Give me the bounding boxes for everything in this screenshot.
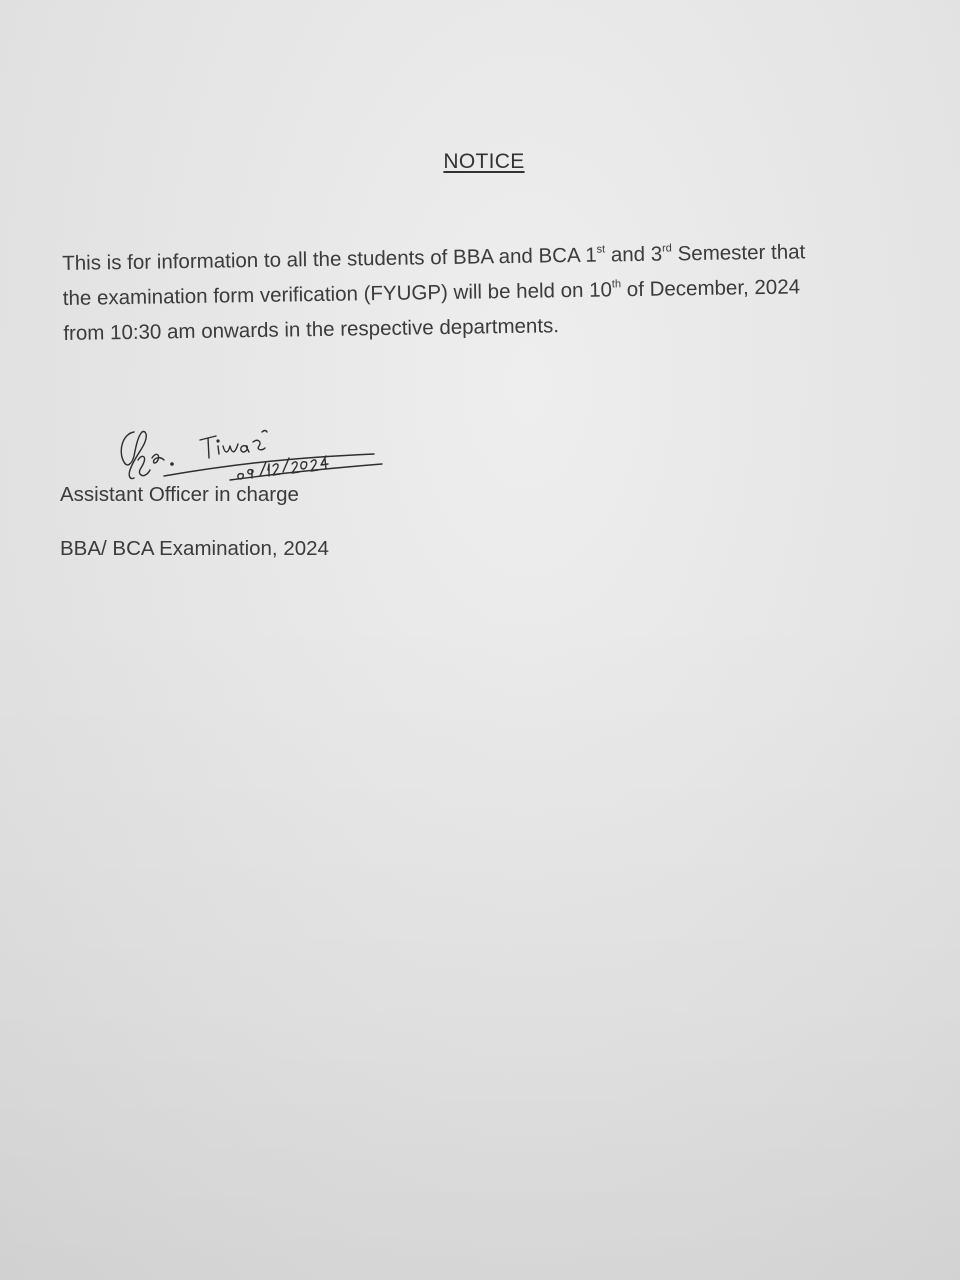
paper-shading (0, 600, 960, 1280)
signatory-designation: Assistant Officer in charge (60, 483, 299, 506)
line1-text-c: Semester that (671, 240, 806, 266)
ordinal-rd: rd (662, 242, 672, 255)
ordinal-th: th (611, 278, 622, 291)
signatory-office: BBA/ BCA Examination, 2024 (60, 537, 329, 560)
notice-title: NOTICE (443, 150, 525, 173)
line1-text-b: and 3 (605, 242, 663, 267)
notice-line-3: from 10:30 am onwards in the respective departments. (63, 314, 560, 345)
line2-text-b: of December, 2024 (620, 275, 801, 302)
ordinal-st: st (596, 243, 606, 256)
line1-text-a: This is for information to all the students of BBA and BCA 1 (62, 243, 597, 275)
line2-text-a: the examination form verification (FYUGP) will be held on 10 (62, 278, 613, 310)
notice-body (62, 232, 924, 350)
